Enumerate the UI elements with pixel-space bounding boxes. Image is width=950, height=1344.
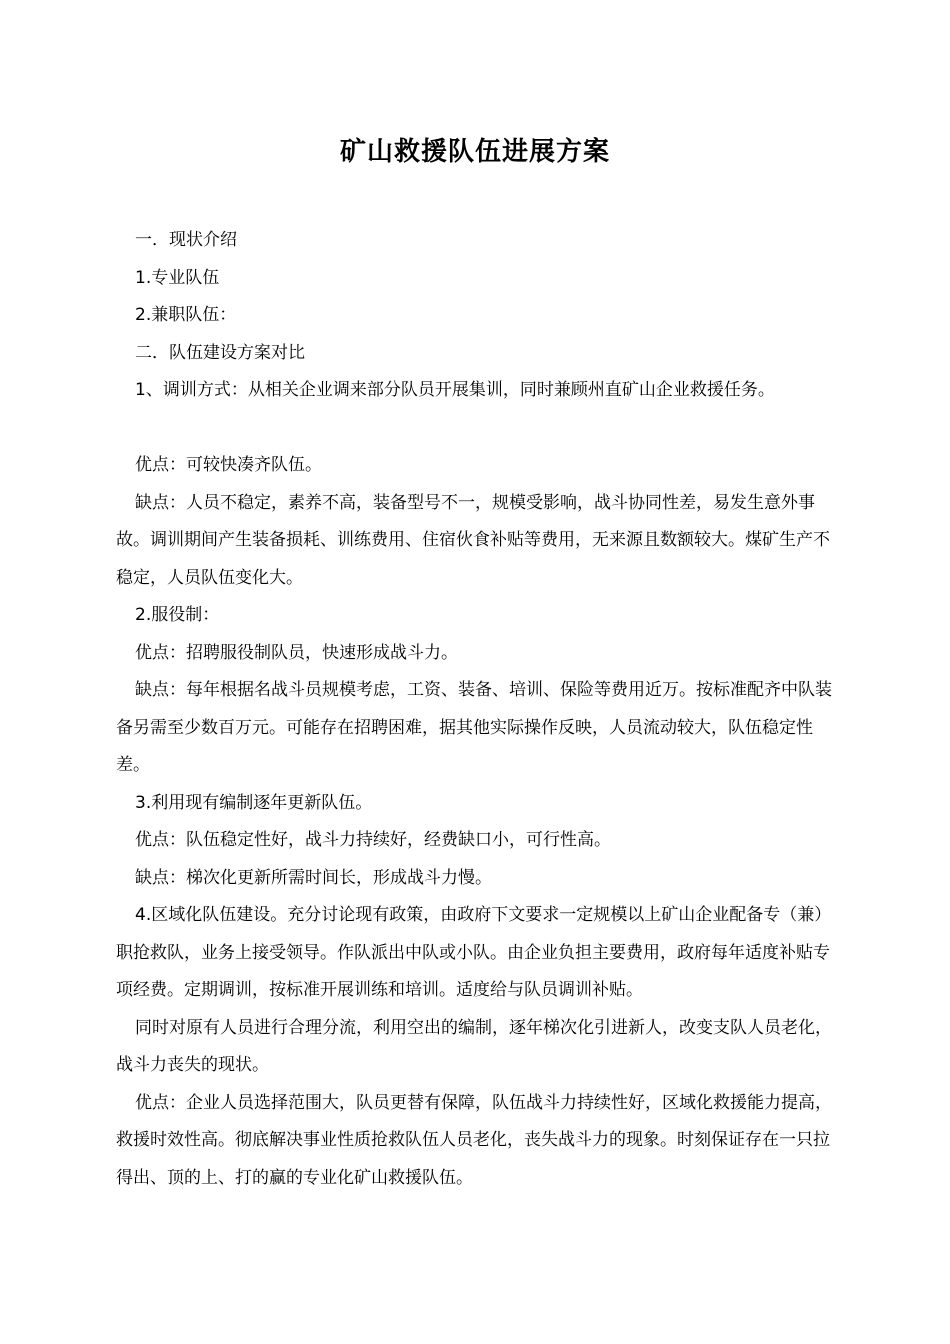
option-4-regional: 4.区域化队伍建设。充分讨论现有政策，由政府下文要求一定规模以上矿山企业配备专（兼）职抢救队，业务上接受领导。作队派出中队或小队。由企业负担主要费用，政府每年适度补贴专项经费。定期调训，按标准开展训练和培训。适度给与队员调训补贴。 [116, 905, 832, 1000]
option-3-cons: 缺点：梯次化更新所需时间长，形成战斗力慢。 [135, 867, 492, 888]
option-3-pros: 优点：队伍稳定性好，战斗力持续好，经费缺口小，可行性高。 [135, 830, 611, 850]
option-2-cons: 缺点：每年根据名战斗员规模考虑，工资、装备、培训、保险等费用近万。按标准配齐中队装备另需至少数百万元。可能存在招聘困难，据其他实际操作反映，人员流动较大，队伍稳定性差。 [116, 680, 832, 775]
item-parttime-team: 2.兼职队伍： [135, 305, 237, 325]
option-2-pros: 优点：招聘服役制队员，快速形成战斗力。 [135, 642, 458, 663]
section-heading-status: 一．现状介绍 [135, 230, 237, 250]
item-professional-team: 1.专业队伍 [135, 267, 220, 288]
option-3-existing: 3.利用现有编制逐年更新队伍。 [135, 792, 373, 813]
option-1-training: 1、调训方式：从相关企业调来部分队员开展集训，同时兼顾州直矿山企业救援任务。 [135, 380, 775, 400]
section-heading-comparison: 二．队伍建设方案对比 [135, 342, 305, 363]
option-2-service: 2.服役制： [135, 605, 220, 625]
document-title: 矿山救援队伍进展方案 [339, 137, 610, 167]
option-4-pros: 优点：企业人员选择范围大，队员更替有保障，队伍战斗力持续性好，区域化救援能力提高，救援时效性高。彻底解决事业性质抢救队伍人员老化，丧失战斗力的现象。时刻保证存在一只拉得出、顶的上、打的赢的专业化矿山救援队伍。 [116, 1092, 832, 1188]
blank-line [116, 410, 846, 448]
option-1-cons: 缺点：人员不稳定，素养不高，装备型号不一，规模受影响，战斗协同性差，易发生意外事故。调训期间产生装备损耗、训练费用、住宿伙食补贴等费用，无来源且数额较大。煤矿生产不稳定，人员队伍变化大。 [116, 492, 830, 588]
document-body [116, 222, 846, 1197]
option-4-reallocation: 同时对原有人员进行合理分流，利用空出的编制，逐年梯次化引进新人，改变支队人员老化，战斗力丧失的现状。 [116, 1017, 832, 1075]
option-1-pros: 优点：可较快凑齐队伍。 [135, 455, 322, 475]
